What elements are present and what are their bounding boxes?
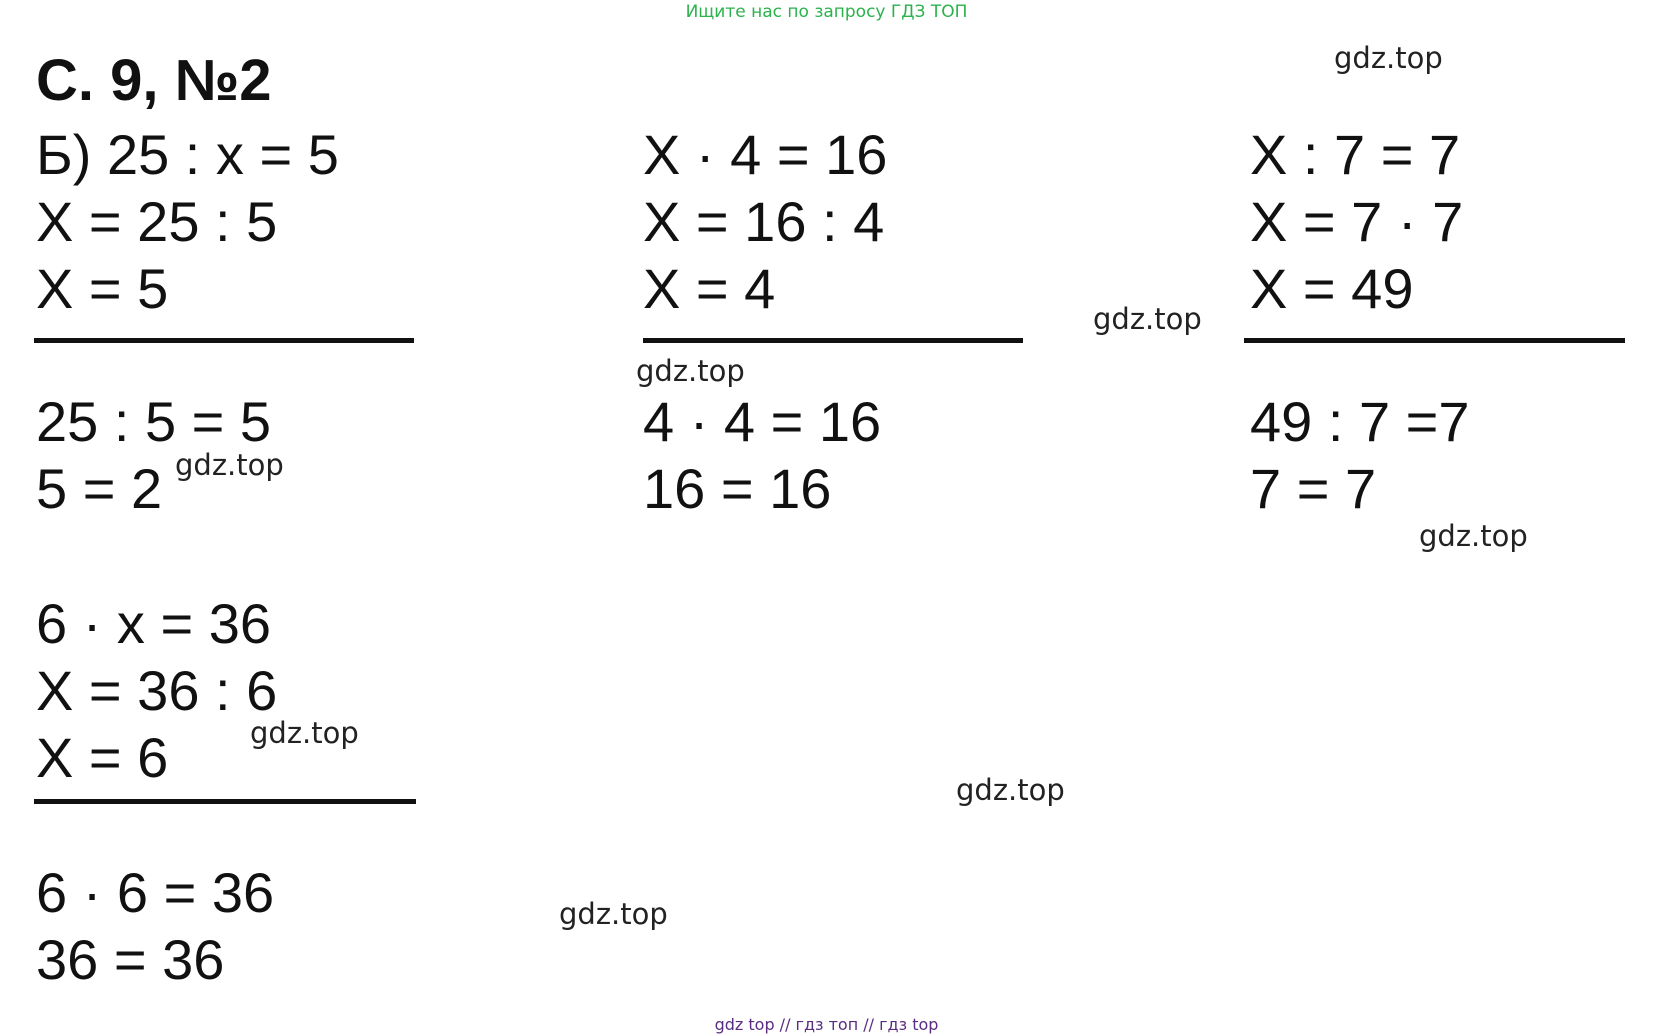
divider-rule <box>34 338 414 343</box>
check-line: 6 · 6 = 36 <box>36 861 275 924</box>
equation-3 <box>1250 121 1463 322</box>
equation-line: X = 5 <box>36 257 169 320</box>
divider-rule <box>34 799 416 804</box>
check-line: 25 : 5 = 5 <box>36 390 272 453</box>
check-3 <box>1250 388 1470 522</box>
divider-rule <box>1244 338 1625 343</box>
watermark: gdz.top <box>559 897 668 931</box>
equation-line: X · 4 = 16 <box>643 123 888 186</box>
watermark: gdz.top <box>1419 519 1528 553</box>
search-banner: Ищите нас по запросу ГДЗ ТОП <box>685 2 968 22</box>
check-line: 49 : 7 =7 <box>1250 390 1470 453</box>
equation-line: 6 · x = 36 <box>36 592 272 655</box>
watermark: gdz.top <box>956 773 1065 807</box>
check-line: 4 · 4 = 16 <box>643 390 882 453</box>
equation-line: X = 16 : 4 <box>643 190 885 253</box>
equation-line: X = 4 <box>643 257 776 320</box>
page-title: С. 9, №2 <box>36 48 272 113</box>
divider-rule <box>643 338 1023 343</box>
equation-line: X = 6 <box>36 726 169 789</box>
equation-4 <box>36 590 277 791</box>
watermark: gdz.top <box>175 448 284 482</box>
check-2 <box>643 388 881 522</box>
footer-links: gdz top // гдз топ // гдз top <box>714 1015 939 1034</box>
equation-line: X : 7 = 7 <box>1250 123 1461 186</box>
check-line: 36 = 36 <box>36 928 225 991</box>
watermark: gdz.top <box>636 354 745 388</box>
check-4 <box>36 859 274 993</box>
equation-line: X = 7 · 7 <box>1250 190 1464 253</box>
watermark: gdz.top <box>250 716 359 750</box>
equation-1 <box>36 121 339 322</box>
watermark: gdz.top <box>1093 302 1202 336</box>
equation-line: X = 25 : 5 <box>36 190 278 253</box>
check-line: 5 = 2 <box>36 457 163 520</box>
equation-line: X = 49 <box>1250 257 1414 320</box>
watermark: gdz.top <box>1334 41 1443 75</box>
equation-2 <box>643 121 887 322</box>
equation-line: X = 36 : 6 <box>36 659 278 722</box>
check-line: 16 = 16 <box>643 457 832 520</box>
equation-line: Б) 25 : x = 5 <box>36 123 339 186</box>
check-line: 7 = 7 <box>1250 457 1377 520</box>
